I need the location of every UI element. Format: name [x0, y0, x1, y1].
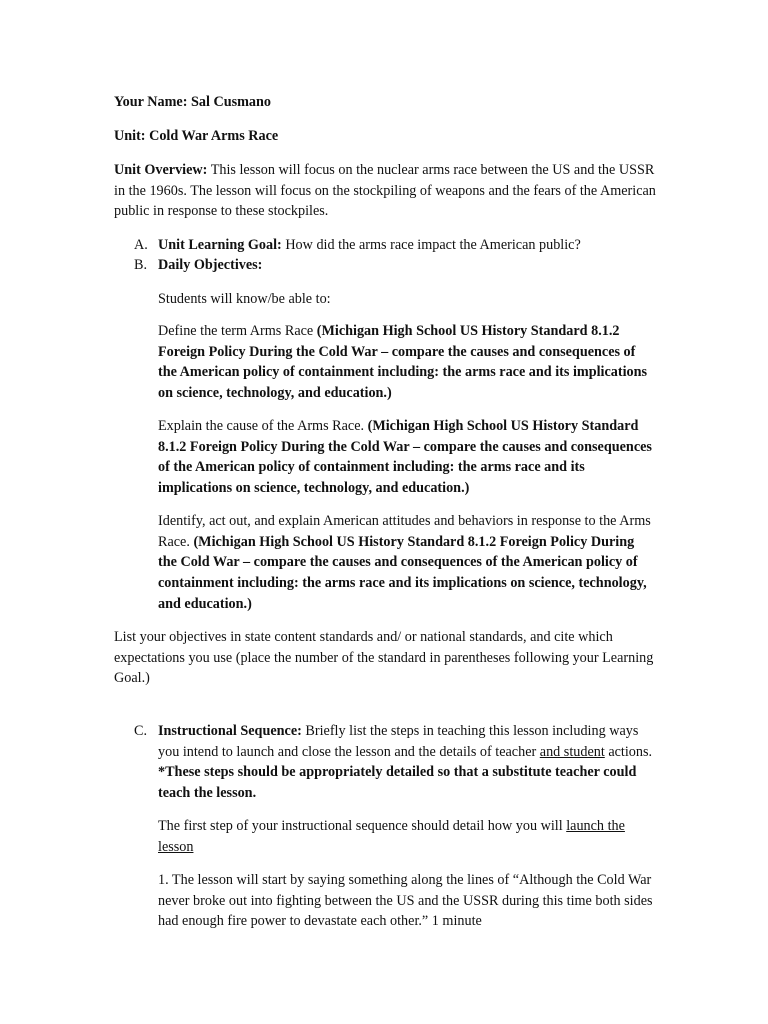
- overview-label: Unit Overview:: [114, 162, 208, 178]
- objective-standard: (Michigan High School US History Standard 8.1.2 Foreign Policy During the Cold War – compare the causes and consequences of the American policy of containment including: the arms race and its implications on science, technology, and education.): [158, 533, 647, 612]
- actions-text: actions.: [608, 743, 653, 760]
- and-student-underlined: and student: [539, 743, 605, 760]
- objective-item: [158, 321, 656, 404]
- objective-item: [158, 511, 656, 615]
- instructions-note: List your objectives in state content standards and/ or national standards, and cite which expectations you use (place the number of the standard in parentheses following your Learning Goal.): [114, 629, 654, 687]
- unit-learning-goal: [158, 235, 668, 256]
- item-b-marker: B.: [134, 257, 148, 273]
- objective-standard: (Michigan High School US History Standard 8.1.2 Foreign Policy During the Cold War – compare the causes and consequences of the American policy of containment including: the arms race and its implications on science, technology, and education.): [158, 323, 648, 402]
- objective-text: Explain the cause of the Arms Race.: [158, 418, 365, 434]
- objective-text: Identify, act out, and explain American attitudes and behaviors in response to the Arms Race.: [158, 513, 651, 550]
- daily-objectives-label: Daily Objectives:: [158, 257, 263, 273]
- launch-lesson-underlined: launch the lesson: [158, 818, 625, 855]
- item-c-marker: C.: [134, 723, 148, 739]
- learning-goal-text: How did the arms race impact the American public?: [285, 237, 581, 253]
- unit-line: Unit: Cold War Arms Race: [114, 128, 279, 144]
- instructional-sequence-text: Briefly list the steps in teaching this lesson including ways you intend to launch and close the lesson and the details of teacher: [158, 723, 639, 760]
- first-step-paragraph: [158, 816, 628, 857]
- objective-text: Define the term Arms Race: [158, 323, 314, 339]
- overview-text: This lesson will focus on the nuclear arms race between the US and the USSR in the 1960s. The lesson will focus on the stockpiling of weapons and the fears of the American public in response to these stockpiles.: [114, 162, 656, 220]
- first-step-text: The first step of your instructional sequence should detail how you will: [158, 818, 563, 834]
- instructional-sequence: [158, 721, 660, 804]
- item-a-marker: A.: [134, 237, 148, 253]
- unit-overview: [114, 160, 662, 222]
- objective-item: [158, 416, 656, 499]
- objective-standard: (Michigan High School US History Standard 8.1.2 Foreign Policy During the Cold War – compare the causes and consequences of the American policy of containment including: the arms race and its implications on science, technology, and education.): [158, 418, 652, 497]
- learning-goal-label: Unit Learning Goal:: [158, 237, 282, 253]
- step-1-paragraph: 1. The lesson will start by saying something along the lines of “Although the Cold War never broke out into fighting between the US and the USSR during this time both sides had enough fire power to devastate each other.” 1 minute: [158, 872, 653, 930]
- instructional-sequence-label: Instructional Sequence:: [158, 723, 302, 739]
- objectives-intro: Students will know/be able to:: [158, 291, 331, 307]
- name-line: Your Name: Sal Cusmano: [114, 94, 271, 110]
- substitute-note: *These steps should be appropriately detailed so that a substitute teacher could teach the lesson.: [158, 764, 637, 802]
